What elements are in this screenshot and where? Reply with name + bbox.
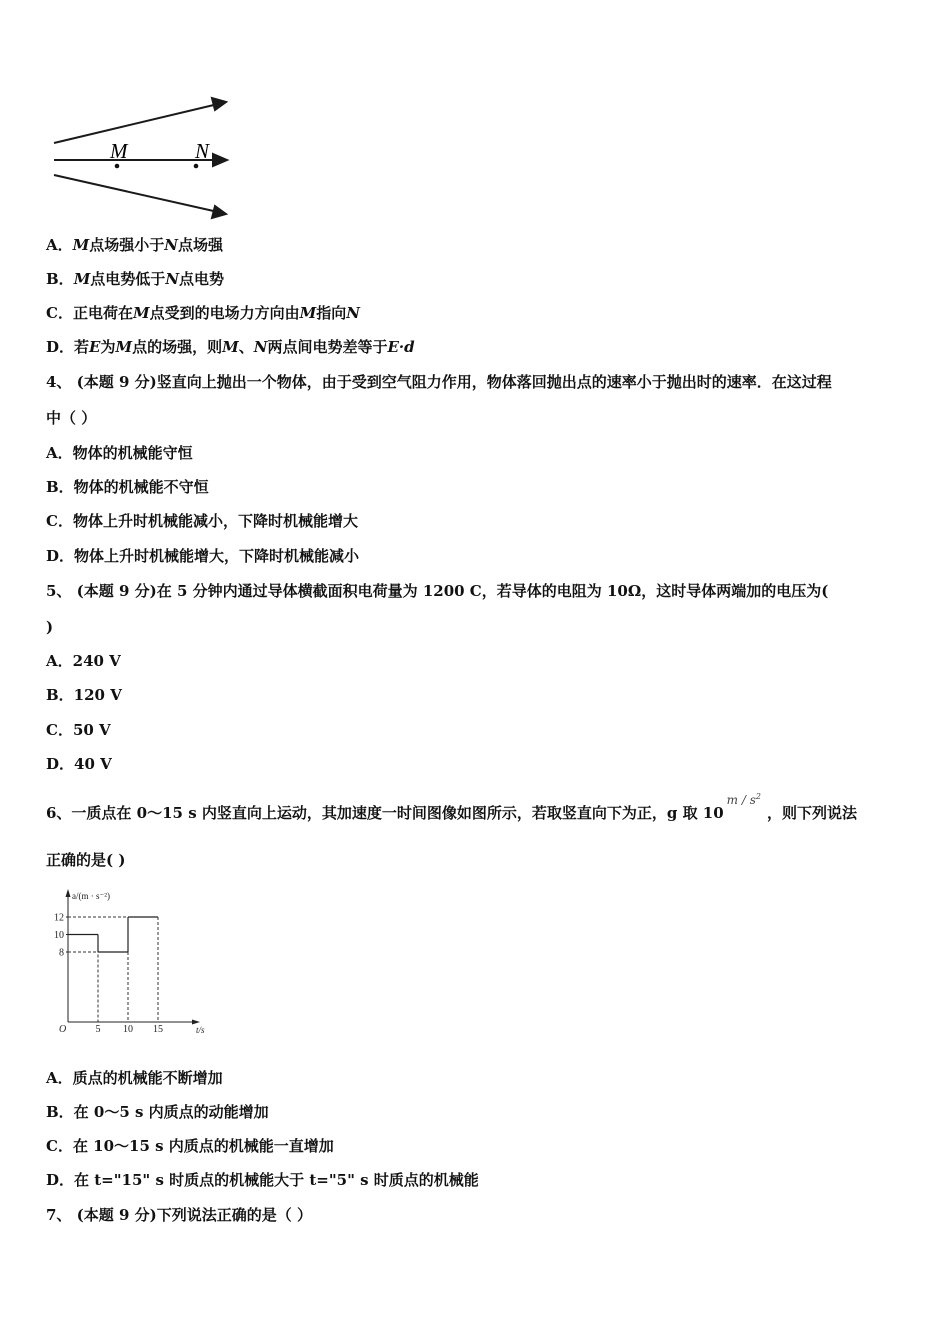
x-axis-label: t/s: [196, 1025, 205, 1035]
q7-stem-line-1: 7、 (本题 9 分)下列说法正确的是（ ）: [46, 1206, 312, 1224]
x-tick-label: 15: [153, 1024, 163, 1035]
q6-option-a: A．质点的机械能不断增加: [46, 1069, 223, 1087]
q4-stem-line-2: 中（ ）: [46, 409, 97, 427]
y-axis-label: a/(m · s⁻²): [72, 891, 110, 901]
q3-option-c: C．正电荷在M点受到的电场力方向由M指向N: [46, 304, 360, 322]
field-lines-figure: [50, 95, 235, 225]
q6-option-b: B．在 0～5 s 内质点的动能增加: [46, 1103, 269, 1121]
q5-stem-line-2: ): [46, 618, 54, 636]
x-tick-label: 10: [123, 1024, 133, 1035]
q6-stem-line-2: 正确的是( ): [46, 851, 126, 869]
q5-option-d: D．40 V: [46, 755, 112, 773]
q4-stem-line-1: 4、 (本题 9 分)竖直向上抛出一个物体，由于受到空气阻力作用，物体落回抛出点的速率小于抛出时的速率．在这过程: [46, 373, 832, 391]
q6-unit: m / s2: [726, 792, 761, 807]
q5-option-c: C．50 V: [46, 721, 111, 739]
y-tick-label: 12: [54, 912, 64, 924]
y-tick-label: 8: [59, 947, 64, 959]
q5-option-b: B．120 V: [46, 686, 122, 704]
q6-stem-line-1: 6、一质点在 0～15 s 内竖直向上运动，其加速度一时间图像如图所示，若取竖直向下为正，g 取 $10^{m / s^2}$，则下列说法: [46, 792, 857, 822]
y-tick-label: 10: [54, 930, 64, 941]
acceleration-time-chart: [46, 885, 216, 1035]
q4-option-b: B．物体的机械能不守恒: [46, 478, 209, 496]
q5-stem-line-1: 5、 (本题 9 分)在 5 分钟内通过导体横截面积电荷量为 1200 C，若导体的电阻为 10Ω，这时导体两端加的电压为(: [46, 582, 829, 600]
q3-option-b: B．M点电势低于N点电势: [46, 270, 225, 288]
point-m-dot: [115, 164, 120, 169]
point-n-dot: [194, 164, 199, 169]
point-n-label: N: [195, 139, 210, 163]
q4-option-a: A．物体的机械能守恒: [46, 444, 193, 462]
q6-option-c: C．在 10～15 s 内质点的机械能一直增加: [46, 1137, 334, 1155]
x-axis-arrow: [192, 1020, 200, 1025]
y-axis-arrow: [66, 889, 71, 897]
q3-option-a: A．M点场强小于N点场强: [46, 236, 223, 254]
origin-label: O: [59, 1024, 67, 1035]
q3-option-d: D．若E为M点的场强，则M、N两点间电势差等于E·d: [46, 338, 415, 356]
x-tick-label: 5: [95, 1024, 101, 1035]
q4-option-c: C．物体上升时机械能减小，下降时机械能增大: [46, 512, 358, 530]
q6-option-d: D．在 t="15" s 时质点的机械能大于 t="5" s 时质点的机械能: [46, 1171, 479, 1189]
q5-option-a: A．240 V: [46, 652, 121, 670]
q4-option-d: D．物体上升时机械能增大，下降时机械能减小: [46, 547, 360, 565]
point-m-label: M: [110, 139, 128, 163]
